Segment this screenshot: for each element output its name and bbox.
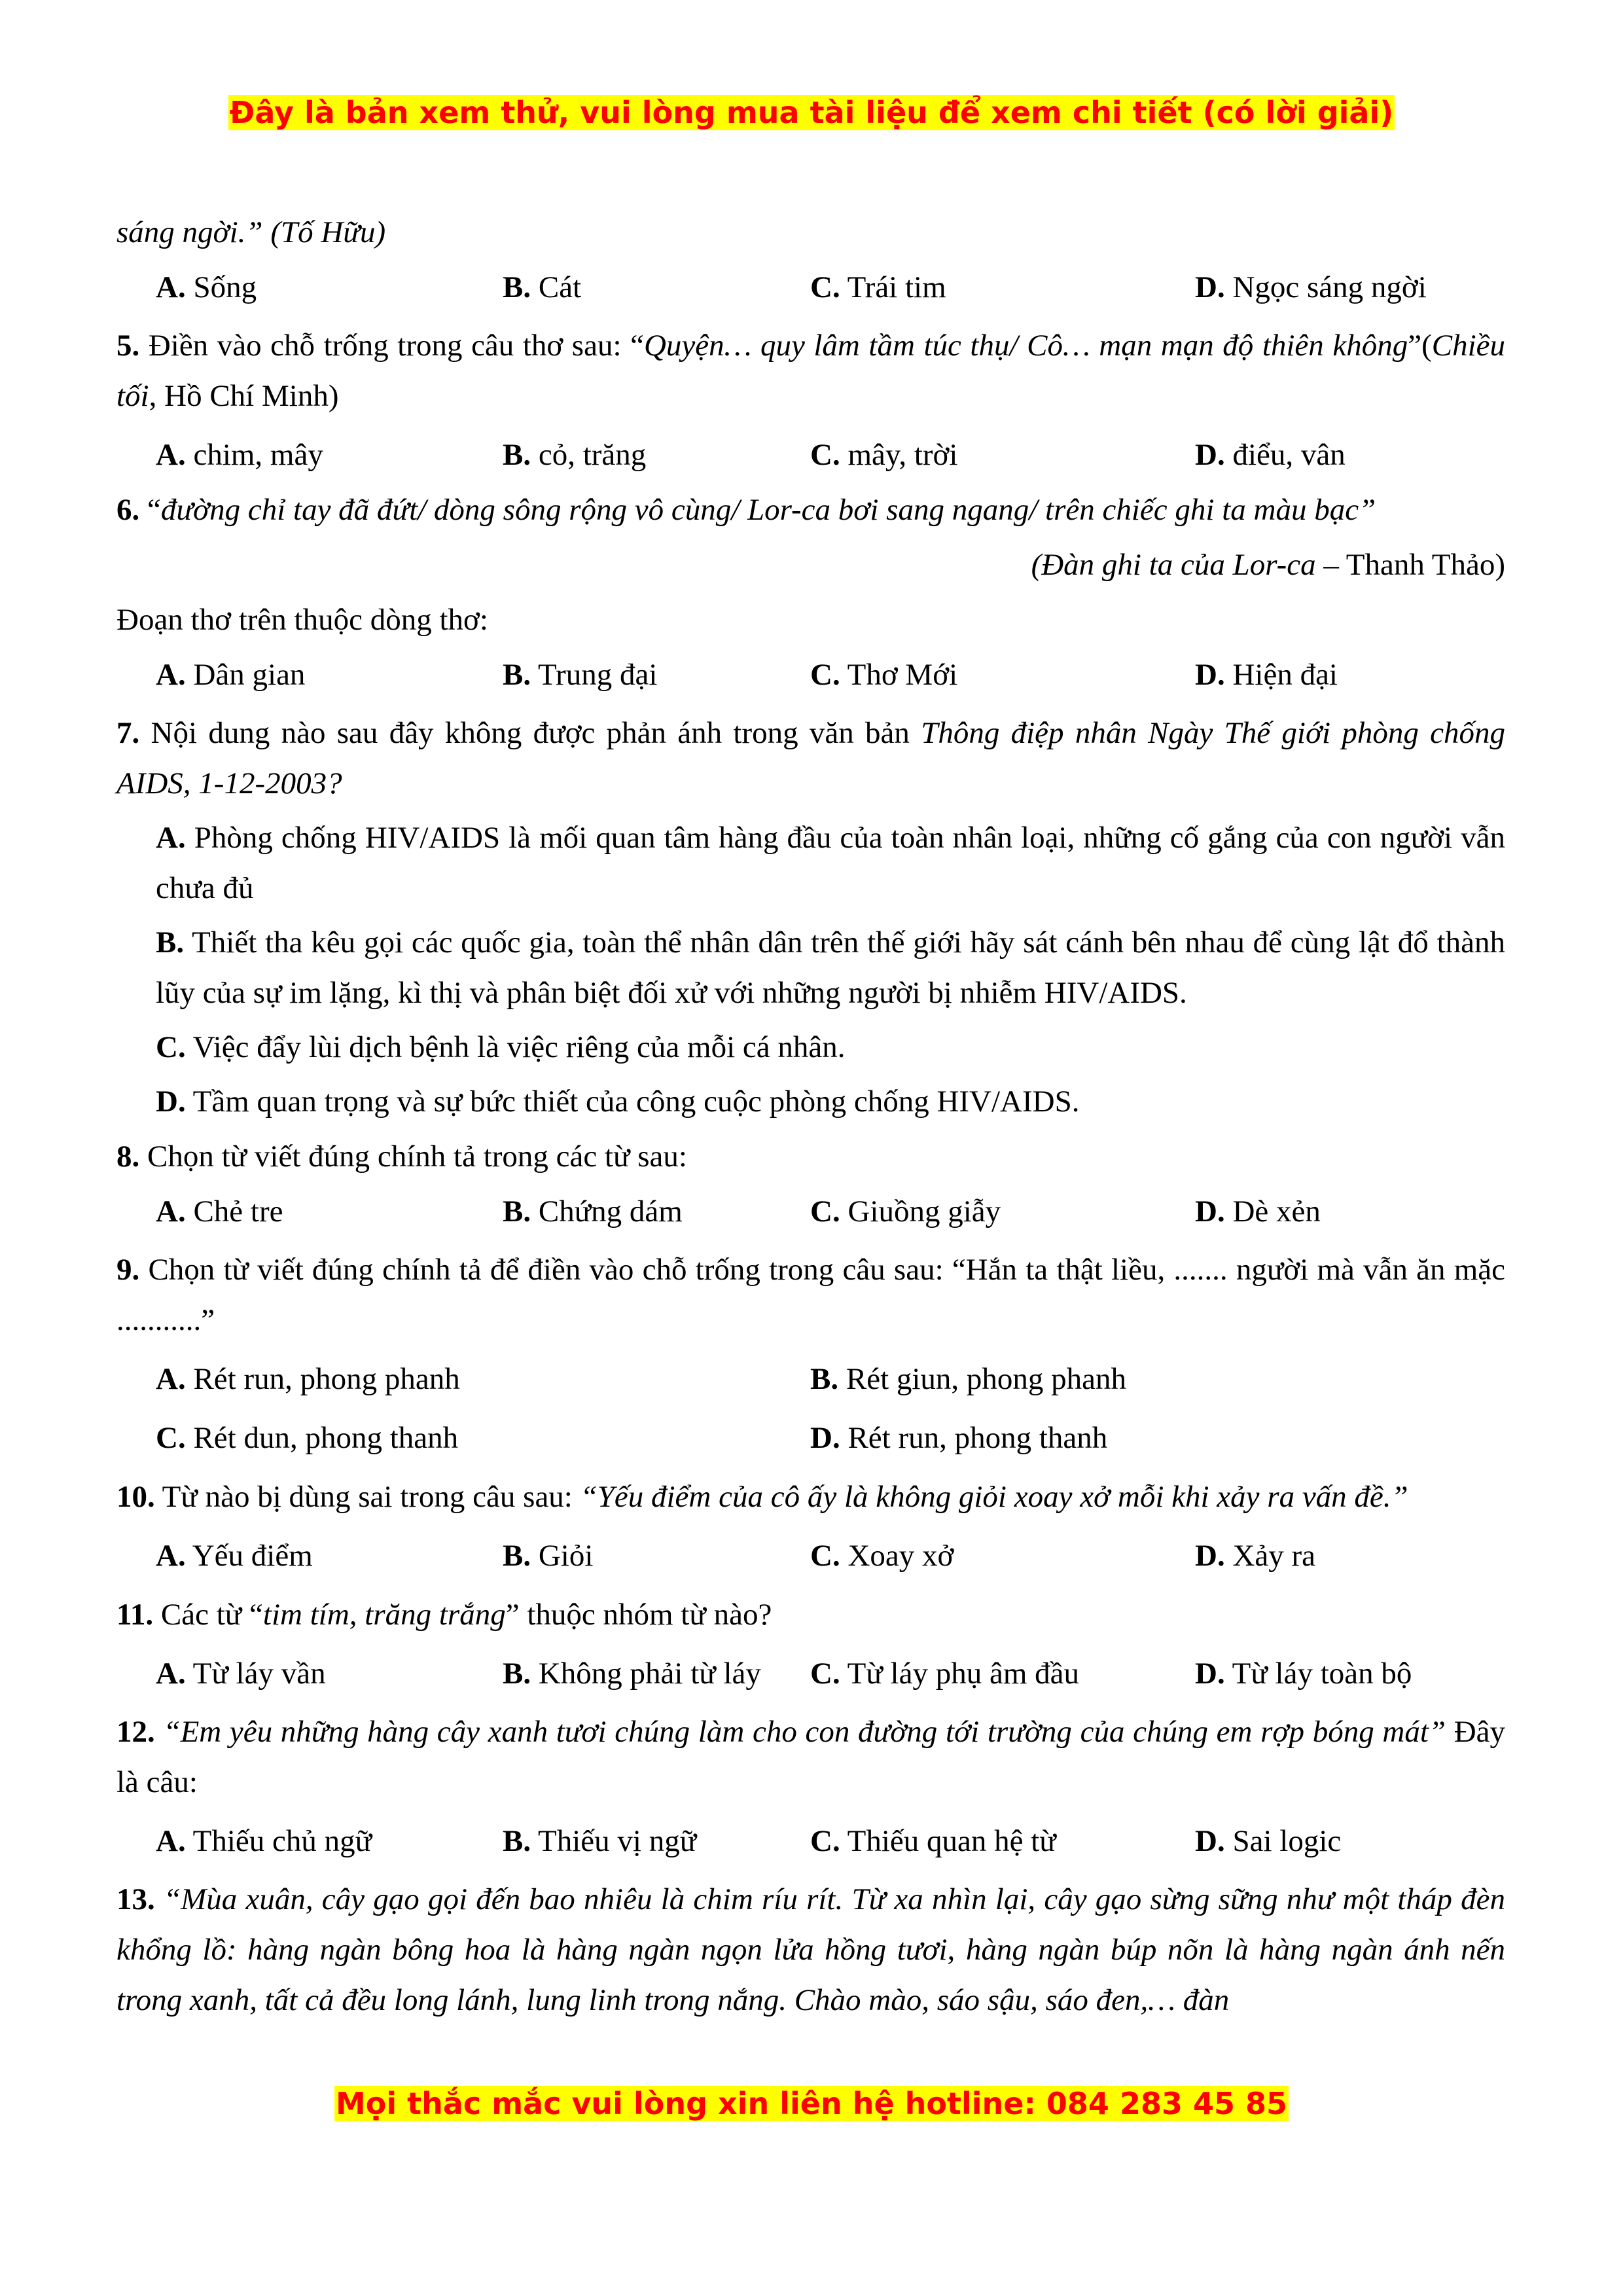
option-d: D. Ngọc sáng ngời bbox=[1195, 270, 1427, 304]
q7-stem: 7. Nội dung nào sau đây không được phản ánh trong văn bản Thông điệp nhân Ngày Thế giới phòng chống AIDS, 1-12-2003? bbox=[116, 716, 1506, 800]
option-c: C. Trái tim bbox=[810, 270, 946, 304]
q4-stem-tail: sáng ngời.” (Tố Hữu) bbox=[116, 215, 386, 249]
option-d: D. Dè xẻn bbox=[1195, 1194, 1321, 1229]
option-d: D. Từ láy toàn bộ bbox=[1195, 1657, 1412, 1691]
option-b: B. Giỏi bbox=[503, 1539, 594, 1573]
option-b: B. cỏ, trăng bbox=[503, 438, 647, 472]
q6-stem: 6. “đường chỉ tay đã đứt/ dòng sông rộng vô cùng/ Lor-ca bơi sang ngang/ trên chiếc ghi ta màu bạc” bbox=[116, 493, 1376, 527]
option-a: A. Dân gian bbox=[156, 658, 306, 692]
q9-options-row2 bbox=[116, 1408, 1505, 1467]
option-a: A. Chẻ tre bbox=[156, 1194, 283, 1229]
q7-option-b: B. Thiết tha kêu gọi các quốc gia, toàn thể nhân dân trên thế giới hãy sát cánh bên nhau để cùng lật đổ thành lũy của sự im lặng, kì thị và phân biệt đối xử với những người bị nhiễm HIV/AIDS. bbox=[156, 925, 1505, 1010]
hotline-banner bbox=[0, 2084, 1623, 2123]
q11-options bbox=[116, 1644, 1505, 1703]
q6-options bbox=[116, 645, 1505, 704]
preview-notice-banner bbox=[0, 93, 1623, 132]
q5-stem: 5. Điền vào chỗ trống trong câu thơ sau: “Quyện… quy lâm tầm túc thụ/ Cô… mạn mạn độ thiên không”(Chiều tối, Hồ Chí Minh) bbox=[116, 329, 1506, 413]
option-c: C. Từ láy phụ âm đầu bbox=[810, 1657, 1079, 1691]
option-a: A. Sống bbox=[156, 270, 257, 304]
q10-stem: 10. Từ nào bị dùng sai trong câu sau: “Yếu điểm của cô ấy là không giỏi xoay xở mỗi khi xảy ra vấn đề.” bbox=[116, 1480, 1408, 1514]
q9-options-row1 bbox=[116, 1350, 1505, 1408]
q12-options bbox=[116, 1812, 1505, 1871]
q8-options bbox=[116, 1182, 1505, 1241]
option-d: D. Xảy ra bbox=[1195, 1539, 1316, 1573]
q7-option-d: D. Tầm quan trọng và sự bức thiết của công cuộc phòng chống HIV/AIDS. bbox=[156, 1085, 1080, 1119]
option-d: D. Sai logic bbox=[1195, 1824, 1342, 1858]
option-b: B. Chứng dám bbox=[503, 1194, 683, 1229]
option-a: A. Yếu điểm bbox=[156, 1539, 313, 1573]
q10-options bbox=[116, 1526, 1505, 1585]
option-a: A. Từ láy vần bbox=[156, 1657, 326, 1691]
option-c: C. Rét dun, phong thanh bbox=[156, 1421, 459, 1455]
option-c: C. Giuồng giẫy bbox=[810, 1194, 1001, 1229]
q7-option-c: C. Việc đẩy lùi dịch bệnh là việc riêng của mỗi cá nhân. bbox=[156, 1030, 846, 1064]
option-b: B. Thiếu vị ngữ bbox=[503, 1824, 697, 1858]
q13-stem: 13. “Mùa xuân, cây gạo gọi đến bao nhiêu là chim ríu rít. Từ xa nhìn lại, cây gạo sừng sững như một tháp đèn khổng lồ: hàng ngàn bông hoa là hàng ngàn ngọn lửa hồng tươi, hàng ngàn búp nõn là hàng ngàn ánh nến trong xanh, tất cả đều long lánh, lung linh trong nắng. Chào mào, sáo sậu, sáo đen,… đàn bbox=[116, 1882, 1505, 2017]
hotline-text: Mọi thắc mắc vui lòng xin liên hệ hotline: 084 283 45 85 bbox=[335, 2086, 1288, 2121]
option-d: D. Hiện đại bbox=[1195, 658, 1338, 692]
option-c: C. Thiếu quan hệ từ bbox=[810, 1824, 1056, 1858]
option-d: D. điểu, vân bbox=[1195, 438, 1346, 472]
preview-notice-text: Đây là bản xem thử, vui lòng mua tài liệu để xem chi tiết (có lời giải) bbox=[229, 95, 1394, 130]
q9-stem: 9. Chọn từ viết đúng chính tả để điền vào chỗ trống trong câu sau: “Hắn ta thật liều, ....... người mà vẫn ăn mặc ...........” bbox=[116, 1253, 1505, 1337]
option-a: A. Rét run, phong phanh bbox=[156, 1362, 460, 1396]
option-a: A. chim, mây bbox=[156, 438, 323, 472]
q5-options bbox=[116, 425, 1505, 484]
q11-stem: 11. Các từ “tim tím, trăng trắng” thuộc nhóm từ nào? bbox=[116, 1598, 772, 1632]
option-c: C. Xoay xở bbox=[810, 1539, 954, 1573]
q8-stem: 8. Chọn từ viết đúng chính tả trong các từ sau: bbox=[116, 1139, 687, 1174]
option-b: B. Không phải từ láy bbox=[503, 1657, 761, 1691]
q4-options bbox=[116, 258, 1505, 317]
option-c: C. Thơ Mới bbox=[810, 658, 958, 692]
q6-source: (Đàn ghi ta của Lor-ca – Thanh Thảo) bbox=[1031, 548, 1505, 582]
q12-stem: 12. “Em yêu những hàng cây xanh tươi chúng làm cho con đường tới trường của chúng em rợp bóng mát” Đây là câu: bbox=[116, 1715, 1505, 1799]
option-d: D. Rét run, phong thanh bbox=[810, 1421, 1108, 1455]
option-b: B. Cát bbox=[503, 270, 582, 304]
q6-question: Đoạn thơ trên thuộc dòng thơ: bbox=[116, 603, 488, 637]
q7-option-a: A. Phòng chống HIV/AIDS là mối quan tâm hàng đầu của toàn nhân loại, những cố gắng của con người vẫn chưa đủ bbox=[156, 821, 1506, 905]
option-a: A. Thiếu chủ ngữ bbox=[156, 1824, 372, 1858]
option-b: B. Rét giun, phong phanh bbox=[810, 1362, 1127, 1396]
document-body bbox=[116, 207, 1505, 2030]
option-c: C. mây, trời bbox=[810, 438, 958, 472]
option-b: B. Trung đại bbox=[503, 658, 658, 692]
